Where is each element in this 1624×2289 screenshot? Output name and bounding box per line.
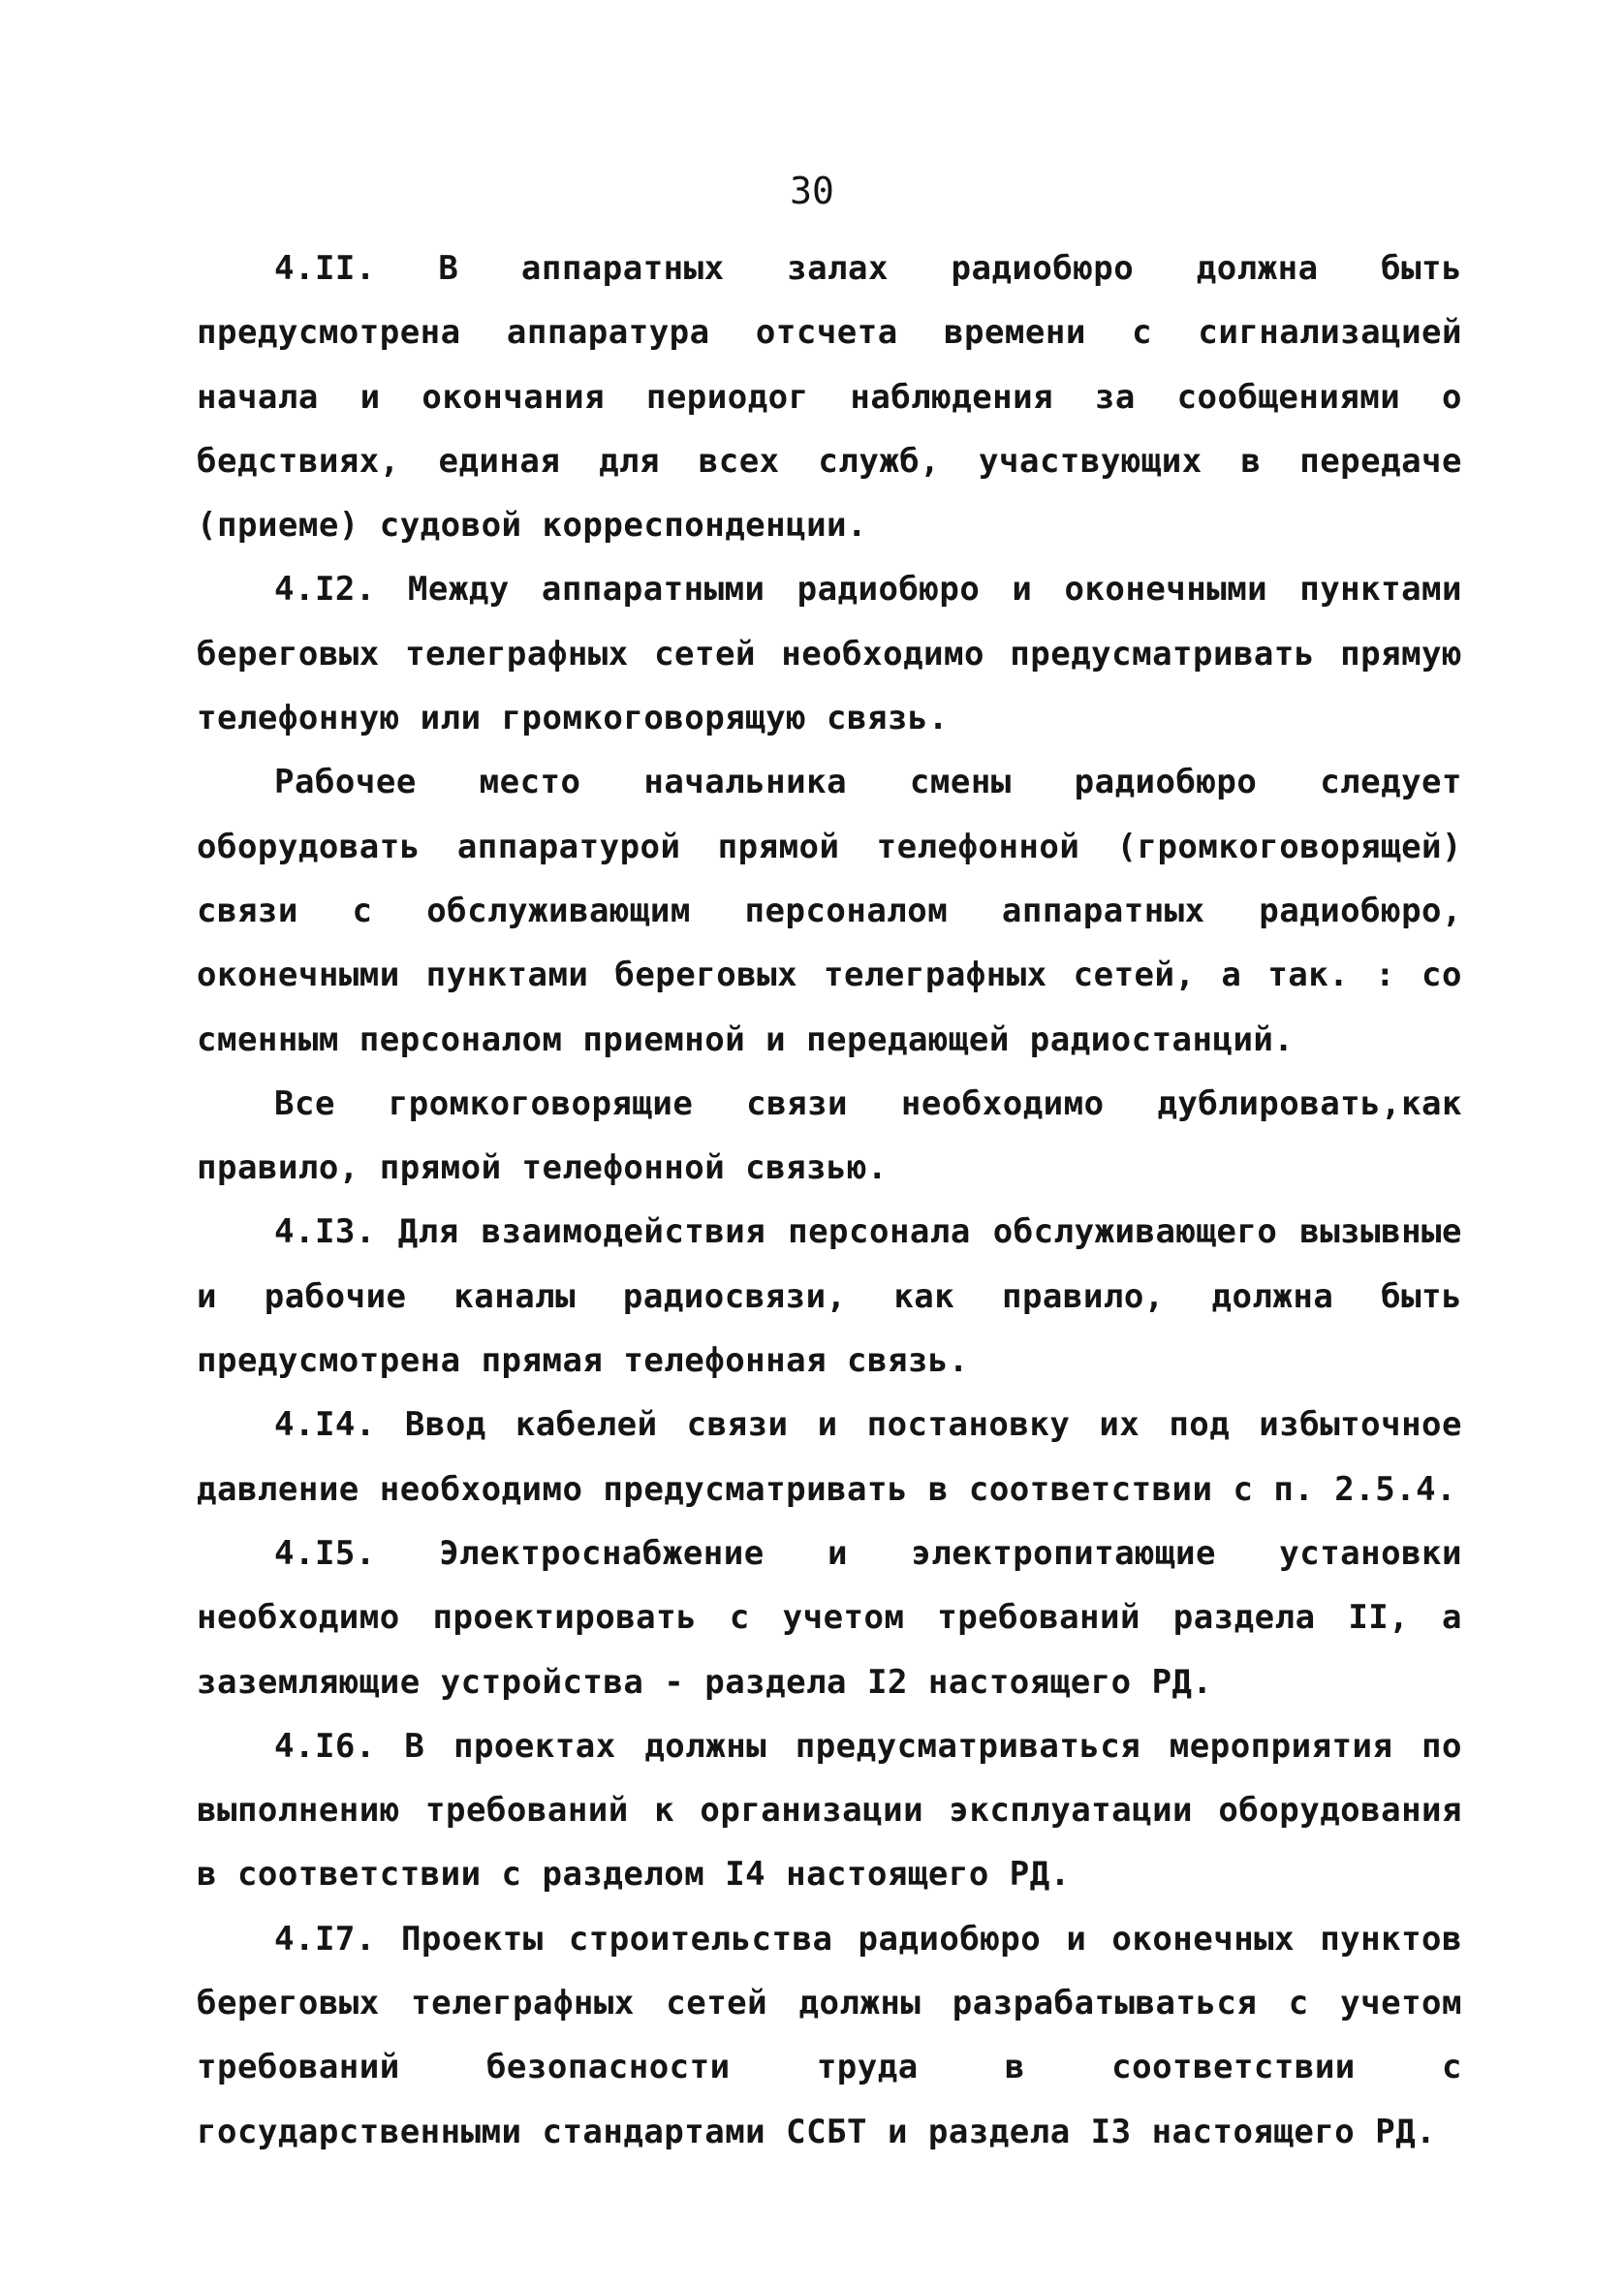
paragraph-loudspeaker-duplication: Все громкоговорящие связи необходимо дублировать,как правило, прямой телефонной связью.	[197, 1083, 1462, 1188]
paragraph-4-16: 4.I6. В проектах должны предусматриваться мероприятия по выполнению требований к организации эксплуатации оборудования в соответствии с разделом I4 настоящего РД.	[197, 1726, 1462, 1895]
paragraph-4-12: 4.I2. Между аппаратными радиобюро и оконечными пунктами береговых телеграфных сетей необходимо предусматривать прямую телефонную или громкоговорящую связь.	[197, 570, 1462, 738]
paragraph-4-17: 4.I7. Проекты строительства радиобюро и оконечных пунктов береговых телеграфных сетей должны разрабатываться с учетом требований безопасности труда в соответствии с государственными стандартами ССБТ и раздела I3 настоящего РД.	[197, 1919, 1462, 2151]
paragraph-4-11: 4.II. В аппаратных залах радиобюро должна быть предусмотрена аппаратура отсчета времени с сигнализацией начала и окончания периодог наблюдения за сообщениями о бедствиях, единая для всех служб, участвующих в передаче (приеме) судовой корреспонденции.	[197, 249, 1462, 546]
paragraph-4-15: 4.I5. Электроснабжение и электропитающие установки необходимо проектировать с учетом требований раздела II, а заземляющие устройства - раздела I2 настоящего РД.	[197, 1533, 1462, 1702]
paragraph-4-14: 4.I4. Ввод кабелей связи и постановку их под избыточное давление необходимо предусматривать в соответствии с п. 2.5.4.	[197, 1405, 1462, 1509]
document-body	[197, 236, 1462, 2164]
paragraph-4-13: 4.I3. Для взаимодействия персонала обслуживающего вызывные и рабочие каналы радиосвязи, как правило, должна быть предусмотрена прямая телефонная связь.	[197, 1212, 1462, 1381]
paragraph-shift-supervisor-workplace: Рабочее место начальника смены радиобюро следует оборудовать аппаратурой прямой телефонной (громкоговорящей) связи с обслуживающим персоналом аппаратных радиобюро, оконечными пунктами береговых телеграфных сетей, а так. : со сменным персоналом приемной и передающей радиостанций.	[197, 763, 1462, 1059]
page-number: 30	[790, 170, 834, 212]
